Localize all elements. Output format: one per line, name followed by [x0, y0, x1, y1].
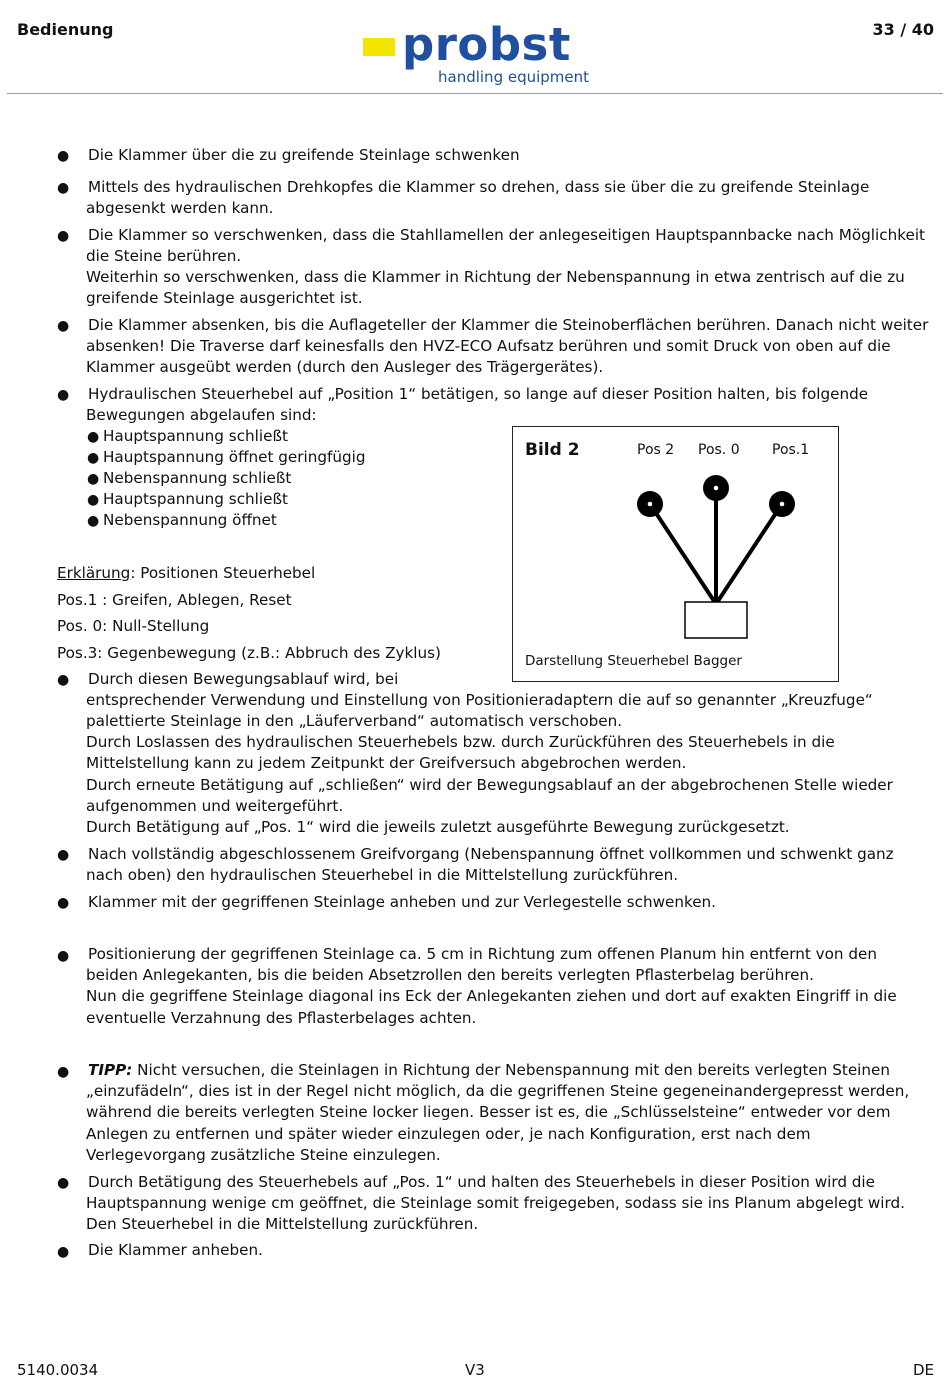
header-divider — [7, 93, 943, 94]
bullet-text: Die Klammer anheben. — [88, 1241, 263, 1259]
bullet-text: entsprechender Verwendung und Einstellung von Positionieradaptern die auf so genannter „Kreuzfuge“ — [86, 691, 873, 709]
bullet-text: palettierte Steinlage in den „Läuferverband“ automatisch verschoben. — [86, 712, 623, 730]
bullet-text: aufgenommen und weitergeführt. — [86, 797, 344, 815]
tip-text: Anlegen zu entfernen und später wieder einzulegen oder, je nach Konfiguration, erst nach dem — [86, 1125, 811, 1143]
bullet-text: Die Klammer absenken, bis die Auflageteller der Klammer die Steinoberflächen berühren. Danach nicht weiter — [88, 316, 929, 334]
tip-text: Verlegevorgang zusätzliche Steine einzulegen. — [86, 1146, 441, 1164]
bullet-text: absenken! Die Traverse darf keinesfalls den HVZ-ECO Aufsatz berühren und somit Druck von oben auf die — [86, 337, 891, 355]
bullet-dot: ● — [57, 672, 70, 688]
language-code: DE — [912, 1361, 934, 1379]
bullet-text: Positionierung der gegriffenen Steinlage ca. 5 cm in Richtung zum offenen Planum hin entfernt von den — [88, 945, 877, 963]
tip-text: „einzufädeln“, dies ist in der Regel nicht möglich, da die gegriffenen Steine gegeneinandergepresst werden, — [86, 1082, 910, 1100]
bullet-text: abgesenkt werden kann. — [86, 199, 274, 217]
bullet-text: Den Steuerhebel in die Mittelstellung zurückführen. — [86, 1215, 479, 1233]
bullet-text: Die Klammer über die zu greifende Steinlage schwenken — [88, 146, 520, 164]
bullet-dot: ● — [57, 895, 70, 911]
logo-yellow-bar — [363, 38, 395, 56]
sub-list-item: Nebenspannung schließt — [103, 469, 292, 487]
logo-wordmark: probst — [402, 18, 571, 71]
label-pos1: Pos.1 — [772, 442, 810, 458]
page-number: 33 / 40 — [872, 20, 934, 39]
lever-arm-pos1 — [716, 504, 782, 604]
bullet-text: Mittels des hydraulischen Drehkopfes die Klammer so drehen, dass sie über die zu greifende Steinlage — [88, 178, 870, 196]
label-pos2: Pos 2 — [637, 442, 675, 458]
bullet-text: Durch diesen Bewegungsablauf wird, bei — [88, 670, 399, 688]
bullet-text: Durch Betätigung auf „Pos. 1“ wird die jeweils zuletzt ausgeführte Bewegung zurückgesetzt. — [86, 818, 790, 836]
explanation-line: Pos.1 : Greifen, Ablegen, Reset — [57, 591, 292, 609]
tip-first-line — [88, 1060, 890, 1081]
bullet-text: Bewegungen abgelaufen sind: — [86, 406, 317, 424]
explanation-label: Erklärung — [57, 564, 131, 582]
bullet-text: beiden Anlegekanten, bis die beiden Absetzrollen den bereits verlegten Pflasterbelag berühren. — [86, 966, 814, 984]
bullet-dot: ● — [57, 180, 70, 196]
sub-bullet-dot: ● — [87, 471, 100, 487]
bullet-text: Mittelstellung kann zu jedem Zeitpunkt der Greifversuch abgebrochen werden. — [86, 754, 687, 772]
bullet-text: Die Klammer so verschwenken, dass die Stahllamellen der anlegeseitigen Hauptspannbacke nach Möglichkeit — [88, 226, 925, 244]
sub-list-item: Nebenspannung öffnet — [103, 511, 277, 529]
bullet-text: eventuelle Verzahnung des Pflasterbelages achten. — [86, 1009, 477, 1027]
bullet-text: Klammer mit der gegriffenen Steinlage anheben und zur Verlegestelle schwenken. — [88, 893, 717, 911]
document-version: V3 — [465, 1361, 485, 1379]
knob-center-pos1 — [780, 502, 785, 507]
bullet-dot: ● — [57, 148, 70, 164]
sub-list-item: Hauptspannung schließt — [103, 427, 288, 445]
bullet-text: Klammer ausgeübt werden (durch den Ausleger des Trägergerätes). — [86, 358, 604, 376]
logo-tagline: handling equipment — [438, 68, 590, 86]
sub-list-item: Hauptspannung schließt — [103, 490, 288, 508]
explanation-heading-rest: : Positionen Steuerhebel — [130, 564, 316, 582]
sub-list-item: Hauptspannung öffnet geringfügig — [103, 448, 366, 466]
bullet-text: Hauptspannung wenige cm geöffnet, die Steinlage somit freigegeben, sodass sie ins Planum abgelegt wird. — [86, 1194, 905, 1212]
lever-diagram — [513, 427, 840, 683]
bullet-text: Weiterhin so verschwenken, dass die Klammer in Richtung der Nebenspannung in etwa zentrisch auf die zu — [86, 268, 905, 286]
sub-bullet-dot: ● — [87, 513, 100, 529]
tip-text: während die bereits verlegten Steine locker liegen. Besser ist es, die „Schlüsselsteine“ entweder vor dem — [86, 1103, 891, 1121]
bullet-text: die Steine berühren. — [86, 247, 242, 265]
bullet-text: Durch Loslassen des hydraulischen Steuerhebels bzw. durch Zurückführen des Steuerhebels in die — [86, 733, 835, 751]
bullet-dot: ● — [57, 1244, 70, 1260]
knob-center-pos0 — [714, 486, 719, 491]
sub-bullet-dot: ● — [87, 429, 100, 445]
lever-position-figure — [512, 426, 839, 682]
tip-text: Nicht versuchen, die Steinlagen in Richtung der Nebenspannung mit den bereits verlegten Steinen — [132, 1061, 890, 1079]
probst-logo — [363, 18, 593, 88]
bullet-text: Nach vollständig abgeschlossenem Greifvorgang (Nebenspannung öffnet vollkommen und schwenkt ganz — [88, 845, 894, 863]
document-number: 5140.0034 — [17, 1361, 99, 1379]
lever-base-box — [685, 602, 747, 638]
bullet-dot: ● — [57, 318, 70, 334]
bullet-dot: ● — [57, 228, 70, 244]
bullet-dot: ● — [57, 1064, 70, 1080]
explanation-heading — [57, 563, 315, 584]
label-pos0: Pos. 0 — [698, 442, 740, 458]
bullet-text: Hydraulischen Steuerhebel auf „Position 1“ betätigen, so lange auf dieser Position halten, bis folgende — [88, 385, 869, 403]
bullet-dot: ● — [57, 387, 70, 403]
lever-arm-pos2 — [650, 504, 716, 604]
bullet-dot: ● — [57, 1175, 70, 1191]
bullet-text: Durch erneute Betätigung auf „schließen“ wird der Bewegungsablauf an der abgebrochenen Stelle wieder — [86, 776, 893, 794]
bullet-text: greifende Steinlage ausgerichtet ist. — [86, 289, 363, 307]
figure-caption: Darstellung Steuerhebel Bagger — [525, 653, 742, 669]
bullet-text: nach oben) den hydraulischen Steuerhebel in die Mittelstellung zurückführen. — [86, 866, 679, 884]
sub-bullet-dot: ● — [87, 492, 100, 508]
bullet-dot: ● — [57, 847, 70, 863]
section-title: Bedienung — [17, 20, 114, 39]
bullet-text: Durch Betätigung des Steuerhebels auf „Pos. 1“ und halten des Steuerhebels in dieser Position wird die — [88, 1173, 875, 1191]
explanation-line: Pos.3: Gegenbewegung (z.B.: Abbruch des Zyklus) — [57, 644, 441, 662]
bullet-dot: ● — [57, 948, 70, 964]
explanation-line: Pos. 0: Null-Stellung — [57, 617, 210, 635]
tip-label: TIPP: — [88, 1061, 133, 1079]
sub-bullet-dot: ● — [87, 450, 100, 466]
bullet-text: Nun die gegriffene Steinlage diagonal ins Eck der Anlegekanten ziehen und dort auf exakten Eingriff in die — [86, 987, 897, 1005]
figure-title: Bild 2 — [525, 440, 580, 460]
knob-center-pos2 — [648, 502, 653, 507]
